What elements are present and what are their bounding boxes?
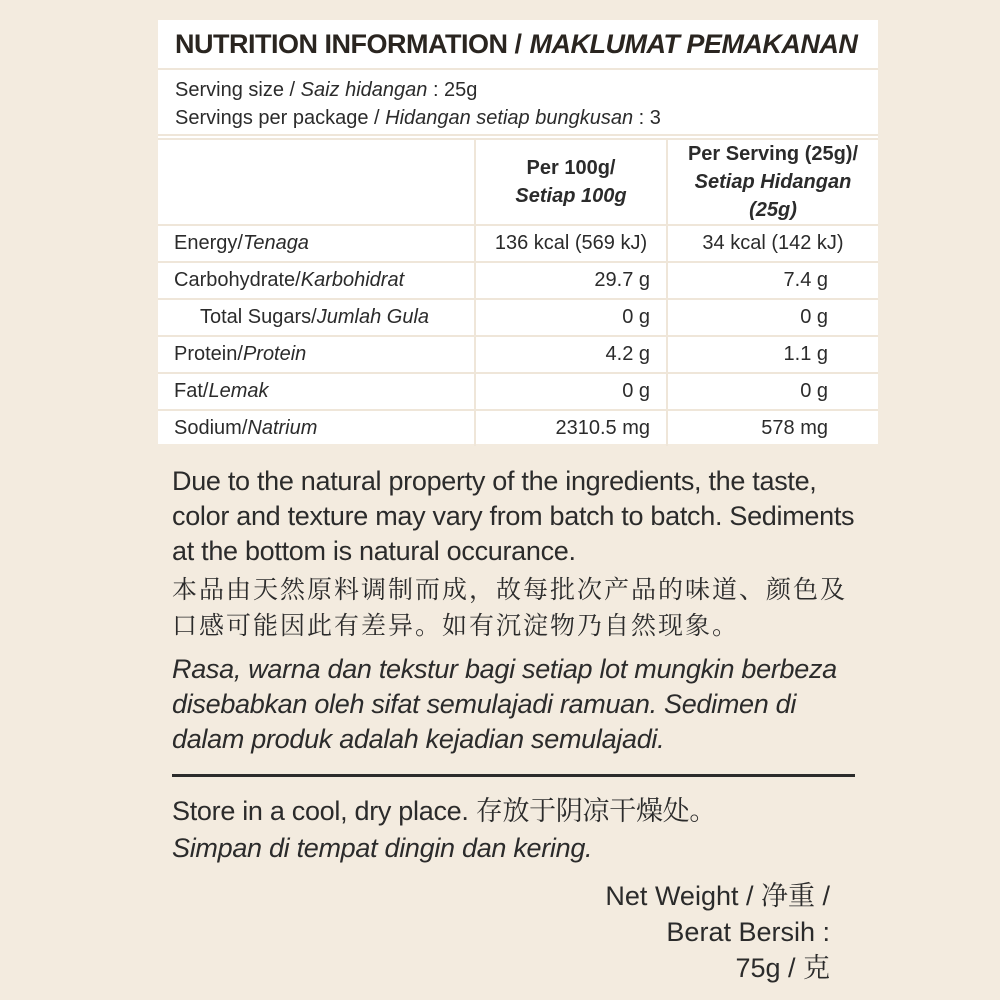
- net-weight: [605, 878, 830, 986]
- serving-size-line: [175, 76, 861, 104]
- servings-per-package-line: [175, 104, 861, 132]
- serving-size-label-ms: Saiz hidangan: [300, 79, 428, 101]
- serving-size-value: : 25g: [427, 79, 478, 101]
- header-per-100g: [475, 139, 667, 225]
- value-per-100g: 0 g: [475, 373, 667, 410]
- value-per-serving: 1.1 g: [667, 336, 878, 373]
- nutrient-name: Protein/Protein: [158, 336, 475, 373]
- servings-per-package-label: Servings per package /: [175, 107, 386, 129]
- nutrient-name: Fat/Lemak: [158, 373, 475, 410]
- title-main: NUTRITION INFORMATION /: [175, 28, 522, 59]
- value-per-100g: 136 kcal (569 kJ): [475, 225, 667, 262]
- table-row: [158, 299, 878, 336]
- title-italic: MAKLUMAT PEMAKANAN: [529, 28, 858, 59]
- note-malay: Rasa, warna dan tekstur bagi setiap lot mungkin berbeza disebabkan oleh sifat semulajadi ramuan. Sedimen di dalam produk adalah kejadian semulajadi.: [172, 654, 837, 754]
- serving-info: [158, 72, 878, 136]
- net-weight-line2: Berat Bersih :: [666, 917, 830, 947]
- value-per-100g: 0 g: [475, 299, 667, 336]
- nutrient-name: Energy/Tenaga: [158, 225, 475, 262]
- table-row: [158, 262, 878, 299]
- value-per-serving: 578 mg: [667, 410, 878, 446]
- nutrition-title: [158, 20, 878, 70]
- storage-line2: Simpan di tempat dingin dan kering.: [172, 833, 593, 863]
- value-per-serving: 0 g: [667, 373, 878, 410]
- storage-line1: Store in a cool, dry place. 存放于阴凉干燥处。: [172, 796, 717, 826]
- servings-per-package-label-ms: Hidangan setiap bungkusan: [385, 107, 634, 129]
- nutrient-name: Carbohydrate/Karbohidrat: [158, 262, 475, 299]
- header-per-serving-line1: Per Serving (25g)/: [687, 143, 859, 165]
- header-empty: [158, 139, 475, 225]
- table-row: [158, 336, 878, 373]
- value-per-100g: 29.7 g: [475, 262, 667, 299]
- servings-per-package-value: : 3: [633, 107, 661, 129]
- divider: [172, 774, 855, 777]
- table-row: [158, 410, 878, 446]
- net-weight-line1: Net Weight / 净重 /: [605, 881, 830, 911]
- table-header-row: [158, 139, 878, 225]
- nutrient-name: Total Sugars/Jumlah Gula: [158, 299, 475, 336]
- table-row: [158, 225, 878, 262]
- header-per-100g-line2: Setiap 100g: [515, 185, 627, 207]
- value-per-serving: 7.4 g: [667, 262, 878, 299]
- table-row: [158, 373, 878, 410]
- value-per-serving: 34 kcal (142 kJ): [667, 225, 878, 262]
- note-english: Due to the natural property of the ingredients, the taste, color and texture may vary from batch to batch. Sediments at the bottom is natural occurance.: [172, 466, 855, 566]
- header-per-100g-line1: Per 100g/: [526, 157, 616, 179]
- value-per-100g: 2310.5 mg: [475, 410, 667, 446]
- serving-size-label: Serving size /: [175, 79, 301, 101]
- header-per-serving-line2: Setiap Hidangan (25g): [694, 171, 852, 221]
- value-per-100g: 4.2 g: [475, 336, 667, 373]
- net-weight-line3: 75g / 克: [735, 953, 830, 983]
- header-per-serving: [667, 139, 878, 225]
- note-chinese: 本品由天然原料调制而成，故每批次产品的味道、颜色及口感可能因此有差异。如有沉淀物乃自然现象。: [172, 575, 848, 640]
- nutrition-table: [158, 138, 878, 446]
- value-per-serving: 0 g: [667, 299, 878, 336]
- nutrient-name: Sodium/Natrium: [158, 410, 475, 446]
